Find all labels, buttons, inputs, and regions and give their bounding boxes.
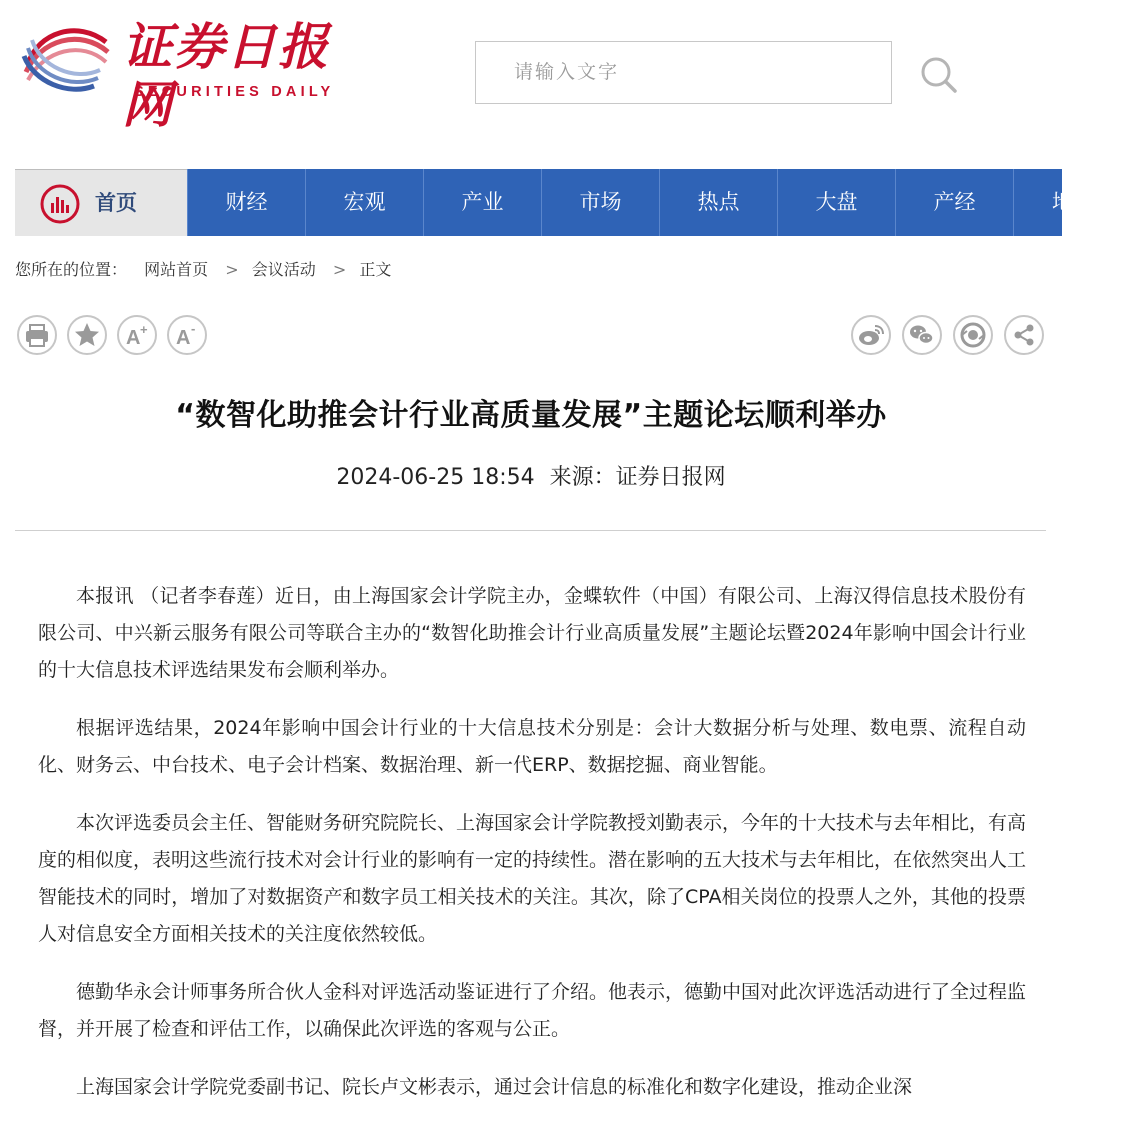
favorite-button[interactable] — [67, 315, 107, 355]
qzone-icon — [955, 317, 991, 353]
article-body — [38, 578, 1026, 1127]
share-icon — [1006, 317, 1042, 353]
share-qzone-button[interactable] — [953, 315, 993, 355]
nav-item-more[interactable]: 地 — [1013, 169, 1131, 236]
site-logo[interactable] — [18, 12, 363, 134]
breadcrumb-prefix: 您所在的位置： — [15, 260, 128, 279]
breadcrumb-home-link[interactable]: 网站首页 — [144, 260, 209, 279]
main-nav — [15, 169, 1073, 236]
search-input[interactable]: 请输入文字 — [475, 41, 892, 104]
print-icon — [19, 317, 55, 353]
logo-mark-icon — [18, 12, 110, 104]
home-chart-icon — [40, 184, 80, 224]
print-button[interactable] — [17, 315, 57, 355]
breadcrumb-section-link[interactable]: 会议活动 — [251, 260, 316, 279]
search-button[interactable] — [918, 54, 958, 94]
svg-text:A: A — [126, 327, 141, 349]
breadcrumb — [15, 257, 395, 280]
share-more-button[interactable] — [1004, 315, 1044, 355]
title-divider — [15, 530, 1046, 531]
search-icon — [918, 54, 958, 94]
nav-item-hot[interactable]: 热点 — [659, 169, 777, 236]
article-paragraph: 根据评选结果，2024年影响中国会计行业的十大信息技术分别是：会计大数据分析与处理、数电票、流程自动化、财务云、中台技术、电子会计档案、数据治理、新一代ERP、数据挖掘、商业智能。 — [38, 717, 1026, 776]
nav-item-market[interactable]: 市场 — [541, 169, 659, 236]
nav-item-finance[interactable]: 财经 — [187, 169, 305, 236]
svg-text:-: - — [191, 321, 196, 336]
share-weibo-button[interactable] — [851, 315, 891, 355]
nav-home-label: 首页 — [95, 191, 137, 215]
svg-text:+: + — [140, 322, 148, 337]
favorite-icon — [69, 317, 105, 353]
share-wechat-button[interactable] — [902, 315, 942, 355]
article-paragraph: 德勤华永会计师事务所合伙人金科对评选活动鉴证进行了介绍。他表示，德勤中国对此次评选活动进行了全过程监督，并开展了检查和评估工作，以确保此次评选的客观与公正。 — [38, 981, 1027, 1040]
nav-item-industry[interactable]: 产业 — [423, 169, 541, 236]
breadcrumb-separator: > — [332, 260, 347, 279]
breadcrumb-current: 正文 — [359, 260, 392, 279]
svg-text:A: A — [176, 327, 191, 349]
font-decrease-icon — [169, 317, 205, 353]
breadcrumb-separator: > — [225, 260, 239, 279]
article-paragraph: 本报讯 （记者李春莲）近日，由上海国家会计学院主办，金蝶软件（中国）有限公司、上海汉得信息技术股份有限公司、中兴新云服务有限公司等联合主办的“数智化助推会计行业高质量发展”主题论坛暨2024年影响中国会计行业的十大信息技术评选结果发布会顺利举办。 — [38, 585, 1026, 681]
article-title: “数智化助推会计行业高质量发展”主题论坛顺利举办 — [175, 398, 887, 433]
font-decrease-button[interactable] — [167, 315, 207, 355]
article-paragraph: 上海国家会计学院党委副书记、院长卢文彬表示，通过会计信息的标准化和数字化建设，推动企业深 — [76, 1076, 913, 1098]
article-source: 来源：证券日报网 — [549, 465, 726, 490]
font-increase-button[interactable] — [117, 315, 157, 355]
nav-item-industrial-economy[interactable]: 产经 — [895, 169, 1013, 236]
article-date: 2024-06-25 18:54 — [336, 465, 535, 490]
font-increase-icon — [119, 317, 155, 353]
article-paragraph: 本次评选委员会主任、智能财务研究院院长、上海国家会计学院教授刘勤表示，今年的十大技术与去年相比，有高度的相似度，表明这些流行技术对会计行业的影响有一定的持续性。潜在影响的五大技术与去年相比，在依然突出人工智能技术的同时，增加了对数据资产和数字员工相关技术的关注。其次，除了CPA相关岗位的投票人之外，其他的投票人对信息安全方面相关技术的关注度依然较低。 — [38, 812, 1027, 945]
wechat-icon — [904, 317, 940, 353]
logo-chinese-text: 证券日报网 — [122, 17, 330, 134]
nav-item-macro[interactable]: 宏观 — [305, 169, 423, 236]
weibo-icon — [853, 317, 889, 353]
nav-item-broad-market[interactable]: 大盘 — [777, 169, 895, 236]
logo-english-text: SECURITIES DAILY — [134, 84, 335, 100]
nav-item-home[interactable] — [15, 169, 187, 236]
article-meta — [0, 460, 1062, 491]
